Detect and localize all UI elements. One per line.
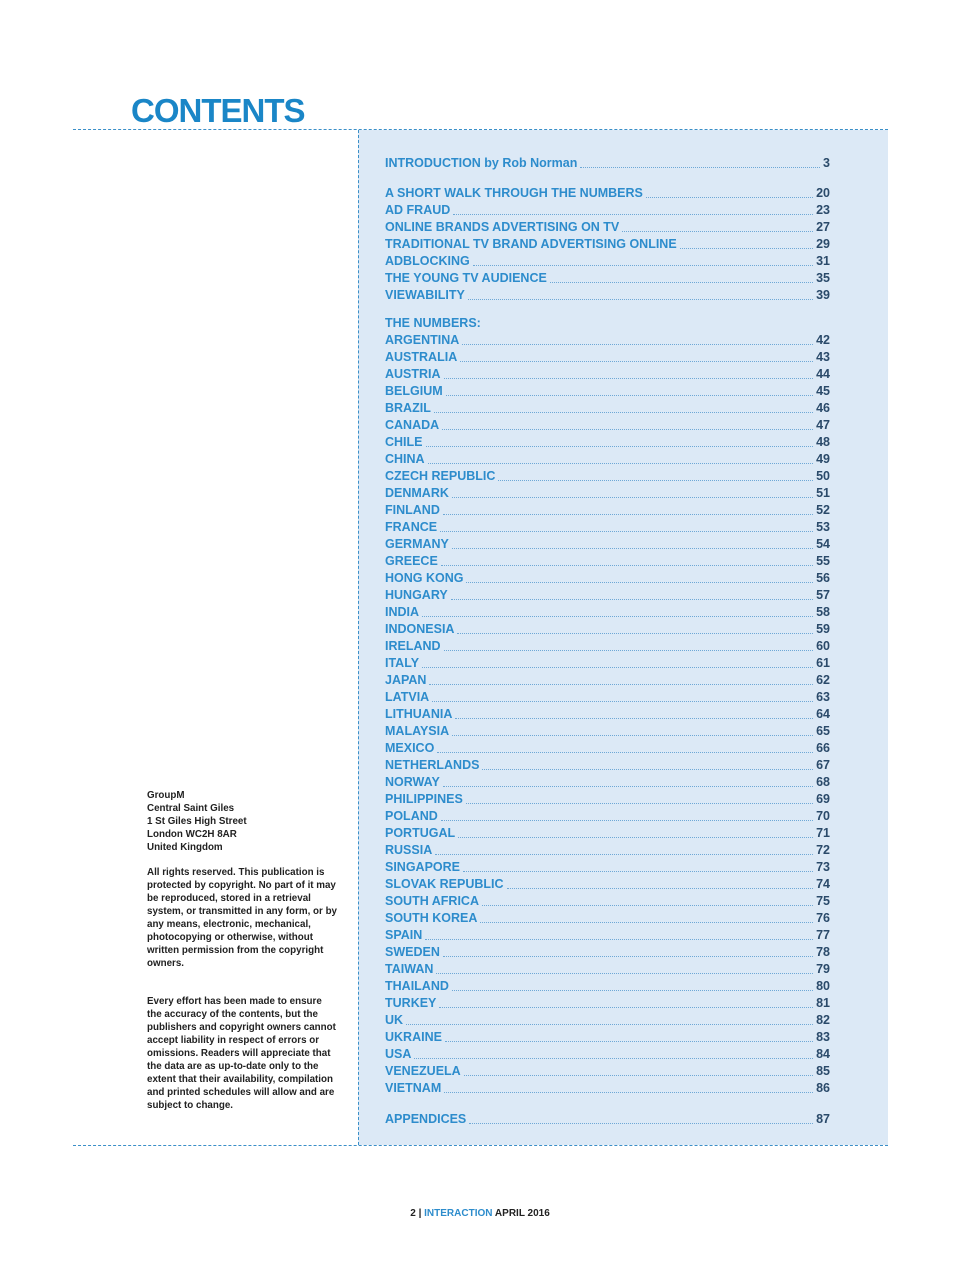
toc-entry-page: 23 bbox=[816, 203, 830, 217]
dot-leader bbox=[414, 1058, 813, 1059]
toc-entry-label: THAILAND bbox=[385, 979, 449, 993]
toc-features-list bbox=[385, 185, 830, 304]
dot-leader bbox=[464, 1075, 813, 1076]
toc-entry-page: 42 bbox=[816, 333, 830, 347]
toc-entry-label: BELGIUM bbox=[385, 384, 443, 398]
toc-entry-page: 31 bbox=[816, 254, 830, 268]
toc-entry-page: 75 bbox=[816, 894, 830, 908]
address-line: London WC2H 8AR bbox=[147, 829, 237, 840]
dot-leader bbox=[406, 1024, 813, 1025]
toc-entry-page: 84 bbox=[816, 1047, 830, 1061]
dot-leader bbox=[425, 939, 813, 940]
toc-entry-page: 86 bbox=[816, 1081, 830, 1095]
dot-leader bbox=[473, 265, 813, 266]
toc-entry-page: 62 bbox=[816, 673, 830, 687]
dot-leader bbox=[443, 956, 813, 957]
dot-leader bbox=[462, 344, 813, 345]
toc-entry-page: 72 bbox=[816, 843, 830, 857]
dot-leader bbox=[452, 497, 813, 498]
toc-entry-adblocking[interactable] bbox=[385, 253, 830, 270]
toc-entry-page: 83 bbox=[816, 1030, 830, 1044]
dot-leader bbox=[455, 718, 813, 719]
dot-leader bbox=[680, 248, 813, 249]
toc-entry-page: 46 bbox=[816, 401, 830, 415]
toc-entry-page: 49 bbox=[816, 452, 830, 466]
toc-entry-country-netherlands[interactable] bbox=[385, 757, 830, 774]
toc-entry-label: UKRAINE bbox=[385, 1030, 442, 1044]
toc-entry-page: 69 bbox=[816, 792, 830, 806]
toc-entry-page: 78 bbox=[816, 945, 830, 959]
toc-entry-country-uk[interactable] bbox=[385, 1012, 830, 1029]
dot-leader bbox=[428, 463, 814, 464]
dot-leader bbox=[466, 803, 813, 804]
toc-entry-country-slovak-republic[interactable] bbox=[385, 876, 830, 893]
dot-leader bbox=[422, 616, 813, 617]
toc-entry-label: GREECE bbox=[385, 554, 438, 568]
toc-entry-country-australia[interactable] bbox=[385, 349, 830, 366]
toc-entry-page: 87 bbox=[816, 1112, 830, 1126]
toc-entry-label: USA bbox=[385, 1047, 412, 1061]
toc-entry-label: UK bbox=[385, 1013, 404, 1027]
toc-entry-label: DENMARK bbox=[385, 486, 449, 500]
toc-entry-country-ireland[interactable] bbox=[385, 638, 830, 655]
disclaimer-text: Every effort has been made to ensure the accuracy of the contents, but the publishers and copyright owners cannot accept liability in respect of errors or omissions. Readers will appreciate that the data are as up-to-date only to the extent that their availability, compilation and printed schedules will allow and are subject to change. bbox=[147, 996, 336, 1111]
toc-entry-label: MEXICO bbox=[385, 741, 435, 755]
toc-entry-page: 20 bbox=[816, 186, 830, 200]
toc-entry-label: PORTUGAL bbox=[385, 826, 456, 840]
toc-entry-page: 82 bbox=[816, 1013, 830, 1027]
toc-entry-country-hong-kong[interactable] bbox=[385, 570, 830, 587]
toc-entry-label: VIETNAM bbox=[385, 1081, 442, 1095]
dot-leader bbox=[463, 871, 813, 872]
address-line: Central Saint Giles bbox=[147, 803, 235, 814]
toc-entry-country-venezuela[interactable] bbox=[385, 1063, 830, 1080]
toc-entry-country-austria[interactable] bbox=[385, 366, 830, 383]
dot-leader bbox=[451, 599, 813, 600]
toc-entry-country-denmark[interactable] bbox=[385, 485, 830, 502]
toc-entry-page: 65 bbox=[816, 724, 830, 738]
dot-leader bbox=[466, 582, 813, 583]
toc-entry-page: 43 bbox=[816, 350, 830, 364]
toc-entry-page: 39 bbox=[816, 288, 830, 302]
toc-entry-label: BRAZIL bbox=[385, 401, 431, 415]
toc-entry-page: 53 bbox=[816, 520, 830, 534]
toc-entry-page: 71 bbox=[816, 826, 830, 840]
toc-entry-label: PHILIPPINES bbox=[385, 792, 463, 806]
toc-entry-label: THE YOUNG TV AUDIENCE bbox=[385, 271, 547, 285]
toc-entry-page: 27 bbox=[816, 220, 830, 234]
toc-entry-page: 61 bbox=[816, 656, 830, 670]
toc-entry-page: 52 bbox=[816, 503, 830, 517]
toc-entry-label: LATVIA bbox=[385, 690, 430, 704]
toc-entry-country-germany[interactable] bbox=[385, 536, 830, 553]
toc-entry-page: 73 bbox=[816, 860, 830, 874]
dot-leader bbox=[439, 1007, 813, 1008]
dot-leader bbox=[452, 735, 813, 736]
dot-leader bbox=[444, 650, 814, 651]
toc-entry-label: CZECH REPUBLIC bbox=[385, 469, 496, 483]
toc-entry-country-china[interactable] bbox=[385, 451, 830, 468]
toc-entry-label: SOUTH AFRICA bbox=[385, 894, 479, 908]
toc-entry-label: SINGAPORE bbox=[385, 860, 461, 874]
bottom-divider bbox=[73, 1145, 888, 1146]
toc-entry-label: INDIA bbox=[385, 605, 420, 619]
toc-entry-label: SOUTH KOREA bbox=[385, 911, 478, 925]
dot-leader bbox=[435, 854, 813, 855]
dot-leader bbox=[469, 1123, 813, 1124]
toc-entry-label: LITHUANIA bbox=[385, 707, 453, 721]
toc-entry-page: 35 bbox=[816, 271, 830, 285]
toc-entry-label: ARGENTINA bbox=[385, 333, 460, 347]
dot-leader bbox=[426, 446, 814, 447]
toc-entry-country-lithuania[interactable] bbox=[385, 706, 830, 723]
toc-entry-the-young-tv-audience[interactable] bbox=[385, 270, 830, 287]
toc-entry-label: NORWAY bbox=[385, 775, 440, 789]
toc-intro-block bbox=[385, 155, 830, 172]
toc-appendices-block bbox=[385, 1111, 830, 1128]
toc-entry-country-philippines[interactable] bbox=[385, 791, 830, 808]
toc-entry-page: 67 bbox=[816, 758, 830, 772]
dot-leader bbox=[460, 361, 813, 362]
toc-entry-label: SWEDEN bbox=[385, 945, 440, 959]
toc-entry-page: 45 bbox=[816, 384, 830, 398]
dot-leader bbox=[429, 684, 813, 685]
rights-text: All rights reserved. This publication is protected by copyright. No part of it may be reproduced, stored in a retrieval system, or transmitted in any form, or by any means, electronic, mechanical, photocopying or otherwise, without written permission from the copyright owners. bbox=[147, 867, 337, 969]
toc-entry-page: 68 bbox=[816, 775, 830, 789]
toc-entry-country-canada[interactable] bbox=[385, 417, 830, 434]
toc-entry-page: 60 bbox=[816, 639, 830, 653]
footer-page-number: 2 bbox=[410, 1208, 416, 1219]
toc-entry-page: 3 bbox=[823, 156, 830, 170]
dot-leader bbox=[441, 565, 813, 566]
toc-entry-country-norway[interactable] bbox=[385, 774, 830, 791]
rights-notice bbox=[147, 866, 337, 970]
toc-entry-label: INDONESIA bbox=[385, 622, 455, 636]
toc-entry-label: ADBLOCKING bbox=[385, 254, 470, 268]
toc-entry-page: 56 bbox=[816, 571, 830, 585]
toc-entry-country-hungary[interactable] bbox=[385, 587, 830, 604]
toc-entry-a-short-walk-through-the-numbers[interactable] bbox=[385, 185, 830, 202]
address-line: GroupM bbox=[147, 790, 185, 801]
page-footer bbox=[0, 1208, 960, 1219]
dot-leader bbox=[482, 905, 813, 906]
toc-entry-country-turkey[interactable] bbox=[385, 995, 830, 1012]
toc-entry-country-ukraine[interactable] bbox=[385, 1029, 830, 1046]
publisher-address bbox=[147, 789, 337, 854]
toc-entry-country-singapore[interactable] bbox=[385, 859, 830, 876]
toc-entry-country-south-korea[interactable] bbox=[385, 910, 830, 927]
dot-leader bbox=[453, 214, 813, 215]
toc-entry-country-greece[interactable] bbox=[385, 553, 830, 570]
toc-entry-traditional-tv-brand-advertising-online[interactable] bbox=[385, 236, 830, 253]
toc-entry-label: A SHORT WALK THROUGH THE NUMBERS bbox=[385, 186, 643, 200]
toc-entry-country-taiwan[interactable] bbox=[385, 961, 830, 978]
toc-entry-country-vietnam[interactable] bbox=[385, 1080, 830, 1097]
toc-entry-label: CANADA bbox=[385, 418, 440, 432]
toc-entry-label: CHINA bbox=[385, 452, 425, 466]
dot-leader bbox=[436, 973, 813, 974]
toc-entry-page: 70 bbox=[816, 809, 830, 823]
dot-leader bbox=[440, 531, 813, 532]
dot-leader bbox=[442, 429, 813, 430]
toc-entry-country-south-africa[interactable] bbox=[385, 893, 830, 910]
toc-entry-label: AD FRAUD bbox=[385, 203, 451, 217]
dot-leader bbox=[498, 480, 813, 481]
toc-entry-country-india[interactable] bbox=[385, 604, 830, 621]
toc-entry-country-spain[interactable] bbox=[385, 927, 830, 944]
toc-entry-page: 79 bbox=[816, 962, 830, 976]
toc-entry-label: GERMANY bbox=[385, 537, 449, 551]
toc-entry-label: SLOVAK REPUBLIC bbox=[385, 877, 504, 891]
toc-entry-label: IRELAND bbox=[385, 639, 441, 653]
dot-leader bbox=[580, 167, 820, 168]
toc-entry-page: 47 bbox=[816, 418, 830, 432]
toc-entry-introduction[interactable] bbox=[385, 155, 830, 172]
toc-entry-country-japan[interactable] bbox=[385, 672, 830, 689]
toc-entry-country-argentina[interactable] bbox=[385, 332, 830, 349]
dot-leader bbox=[458, 837, 813, 838]
dot-leader bbox=[482, 769, 813, 770]
toc-entry-country-france[interactable] bbox=[385, 519, 830, 536]
toc-entry-page: 59 bbox=[816, 622, 830, 636]
toc-entry-country-indonesia[interactable] bbox=[385, 621, 830, 638]
toc-entry-label: MALAYSIA bbox=[385, 724, 450, 738]
footer-date: APRIL 2016 bbox=[494, 1208, 550, 1219]
toc-entry-country-brazil[interactable] bbox=[385, 400, 830, 417]
toc-entry-page: 77 bbox=[816, 928, 830, 942]
toc-entry-label: NETHERLANDS bbox=[385, 758, 480, 772]
toc-entry-label: POLAND bbox=[385, 809, 438, 823]
toc-entry-page: 55 bbox=[816, 554, 830, 568]
dot-leader bbox=[445, 1041, 813, 1042]
toc-entry-country-portugal[interactable] bbox=[385, 825, 830, 842]
dot-leader bbox=[444, 1092, 813, 1093]
toc-entry-page: 66 bbox=[816, 741, 830, 755]
dot-leader bbox=[468, 299, 813, 300]
toc-numbers-block bbox=[385, 315, 830, 1097]
toc-entry-page: 76 bbox=[816, 911, 830, 925]
toc-entry-country-mexico[interactable] bbox=[385, 740, 830, 757]
toc-entry-country-poland[interactable] bbox=[385, 808, 830, 825]
toc-entry-country-thailand[interactable] bbox=[385, 978, 830, 995]
toc-entry-label: INTRODUCTION by Rob Norman bbox=[385, 156, 578, 170]
dot-leader bbox=[422, 667, 813, 668]
toc-entry-label: TAIWAN bbox=[385, 962, 434, 976]
toc-entry-page: 63 bbox=[816, 690, 830, 704]
toc-entry-page: 64 bbox=[816, 707, 830, 721]
toc-entry-label: AUSTRIA bbox=[385, 367, 441, 381]
toc-entry-page: 51 bbox=[816, 486, 830, 500]
toc-entry-page: 44 bbox=[816, 367, 830, 381]
toc-entry-label: TURKEY bbox=[385, 996, 437, 1010]
dot-leader bbox=[434, 412, 813, 413]
toc-entry-ad-fraud[interactable] bbox=[385, 202, 830, 219]
toc-entry-label: HONG KONG bbox=[385, 571, 464, 585]
dot-leader bbox=[441, 820, 813, 821]
toc-entry-country-belgium[interactable] bbox=[385, 383, 830, 400]
toc-entry-page: 85 bbox=[816, 1064, 830, 1078]
toc-entry-country-sweden[interactable] bbox=[385, 944, 830, 961]
dot-leader bbox=[443, 514, 813, 515]
address-line: 1 St Giles High Street bbox=[147, 816, 247, 827]
toc-entry-label: FINLAND bbox=[385, 503, 440, 517]
toc-entry-appendices[interactable] bbox=[385, 1111, 830, 1128]
dot-leader bbox=[646, 197, 813, 198]
toc-entry-country-latvia[interactable] bbox=[385, 689, 830, 706]
toc-entry-label: CHILE bbox=[385, 435, 423, 449]
toc-entry-page: 50 bbox=[816, 469, 830, 483]
toc-entry-label: APPENDICES bbox=[385, 1112, 467, 1126]
toc-entry-country-russia[interactable] bbox=[385, 842, 830, 859]
numbers-heading: THE NUMBERS: bbox=[385, 316, 481, 330]
dot-leader bbox=[443, 786, 813, 787]
dot-leader bbox=[480, 922, 813, 923]
toc-entry-label: ONLINE BRANDS ADVERTISING ON TV bbox=[385, 220, 620, 234]
toc-entry-page: 54 bbox=[816, 537, 830, 551]
toc-entry-online-brands-advertising-on-tv[interactable] bbox=[385, 219, 830, 236]
toc-entry-page: 29 bbox=[816, 237, 830, 251]
dot-leader bbox=[446, 395, 813, 396]
footer-separator: | bbox=[418, 1208, 422, 1219]
page-title: CONTENTS bbox=[131, 92, 305, 129]
dot-leader bbox=[457, 633, 813, 634]
toc-entry-country-finland[interactable] bbox=[385, 502, 830, 519]
toc-entry-label: AUSTRALIA bbox=[385, 350, 458, 364]
dot-leader bbox=[550, 282, 813, 283]
address-line: United Kingdom bbox=[147, 842, 223, 853]
toc-entry-page: 58 bbox=[816, 605, 830, 619]
toc-entry-country-chile[interactable] bbox=[385, 434, 830, 451]
toc-entry-page: 81 bbox=[816, 996, 830, 1010]
dot-leader bbox=[622, 231, 813, 232]
toc-entry-label: RUSSIA bbox=[385, 843, 433, 857]
toc-entry-label: SPAIN bbox=[385, 928, 423, 942]
toc-entry-label: ITALY bbox=[385, 656, 420, 670]
toc-entry-label: VENEZUELA bbox=[385, 1064, 461, 1078]
toc-entry-label: VIEWABILITY bbox=[385, 288, 465, 302]
toc-entry-country-usa[interactable] bbox=[385, 1046, 830, 1063]
toc-entry-page: 57 bbox=[816, 588, 830, 602]
toc-entry-page: 80 bbox=[816, 979, 830, 993]
toc-entry-country-italy[interactable] bbox=[385, 655, 830, 672]
toc-entry-viewability[interactable] bbox=[385, 287, 830, 304]
dot-leader bbox=[432, 701, 813, 702]
toc-entry-page: 74 bbox=[816, 877, 830, 891]
dot-leader bbox=[444, 378, 814, 379]
toc-entry-page: 48 bbox=[816, 435, 830, 449]
toc-entry-label: TRADITIONAL TV BRAND ADVERTISING ONLINE bbox=[385, 237, 677, 251]
toc-entry-country-czech-republic[interactable] bbox=[385, 468, 830, 485]
dot-leader bbox=[452, 990, 813, 991]
footer-brand: INTERACTION bbox=[424, 1208, 493, 1219]
toc-entry-label: HUNGARY bbox=[385, 588, 448, 602]
dot-leader bbox=[507, 888, 814, 889]
disclaimer-notice bbox=[147, 995, 337, 1112]
toc-countries-list bbox=[385, 332, 830, 1097]
toc-entry-country-malaysia[interactable] bbox=[385, 723, 830, 740]
dot-leader bbox=[452, 548, 813, 549]
toc-entry-label: JAPAN bbox=[385, 673, 427, 687]
dot-leader bbox=[437, 752, 813, 753]
toc-entry-label: FRANCE bbox=[385, 520, 438, 534]
